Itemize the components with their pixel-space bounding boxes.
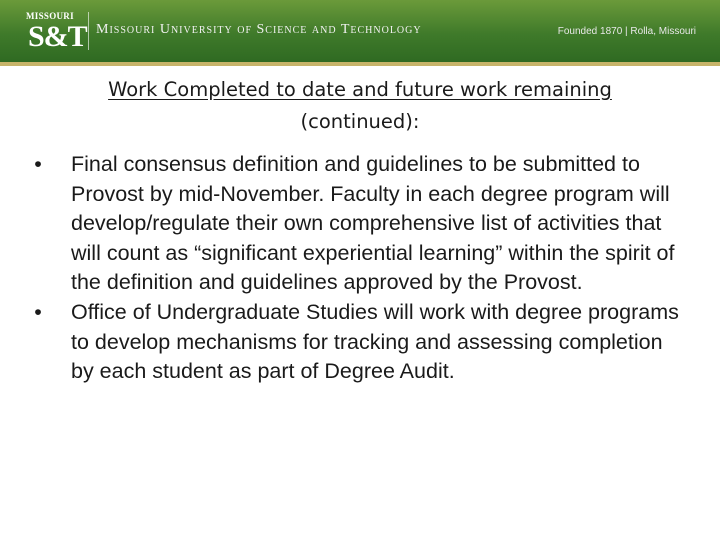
header-stripe: [0, 62, 720, 66]
slide-title-line-2: (continued):: [300, 110, 420, 133]
logo-state-text: MISSOURI: [26, 11, 74, 21]
bullet-item: [28, 150, 688, 298]
bullet-list: [28, 150, 688, 387]
university-logo: [6, 6, 86, 60]
slide-title-line-1: Work Completed to date and future work remaining: [108, 78, 612, 101]
university-name: Missouri University of Science and Technology: [96, 22, 422, 37]
logo-mark-text: S&T: [28, 20, 87, 53]
bullet-item: [28, 298, 688, 387]
founded-text: Founded 1870 | Rolla, Missouri: [557, 26, 696, 37]
header-divider: [88, 12, 89, 50]
bullet-marker: •: [34, 299, 42, 324]
bullet-text: Office of Undergraduate Studies will work with degree programs to develop mechanisms for tracking and assessing completion by each student as part of Degree Audit.: [71, 299, 679, 384]
slide-title: [40, 74, 680, 138]
bullet-text: Final consensus definition and guidelines to be submitted to Provost by mid-November. Faculty in each degree program will develop/regulate their own comprehensive list of activities that will count as “significant experiential learning” within the spirit of the definition and guidelines approved by the Provost.: [71, 152, 675, 295]
header-banner: [0, 0, 720, 62]
bullet-marker: •: [34, 152, 42, 176]
